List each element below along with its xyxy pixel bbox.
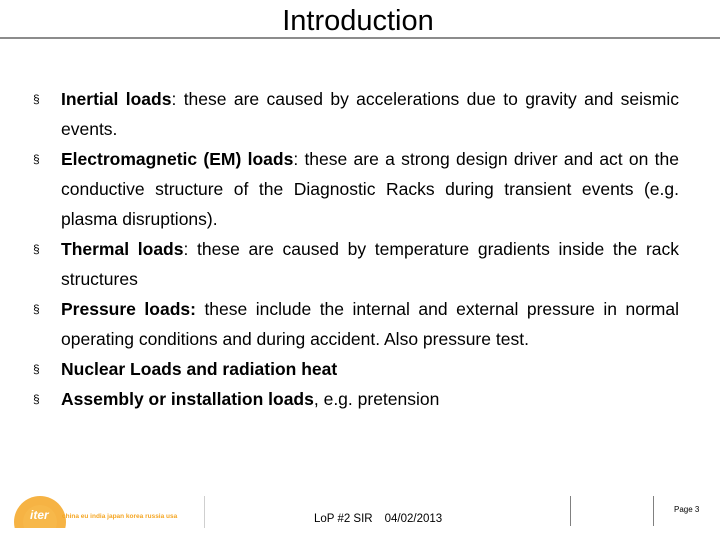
bullet-text: : these are caused by temperature gradients inside the rack structures: [61, 239, 680, 289]
footer-divider: [570, 496, 571, 526]
page-number: Page 3: [674, 505, 700, 514]
bullet-list: [33, 84, 679, 414]
bullet-item-electromagnetic: [33, 144, 679, 234]
bullet-item-thermal: [33, 234, 679, 294]
logo-tagline: china eu india japan korea russia usa: [62, 513, 178, 520]
bullet-term: Nuclear Loads and radiation heat: [61, 359, 338, 379]
bullet-square-icon: §: [33, 362, 40, 376]
bullet-term: Assembly or installation loads: [61, 389, 314, 409]
bullet-text: : these are caused by accelerations due to gravity and seismic events.: [61, 89, 680, 139]
bullet-square-icon: §: [33, 152, 40, 166]
bullet-square-icon: §: [33, 242, 40, 256]
bullet-term: Pressure loads:: [61, 299, 196, 319]
iter-logo: [0, 494, 204, 528]
slide-title: Introduction: [282, 5, 434, 37]
bullet-square-icon: §: [33, 302, 40, 316]
bullet-term: Inertial loads: [61, 89, 172, 109]
footer-divider: [653, 496, 654, 526]
bullet-item-inertial: [33, 84, 679, 144]
logo-wordmark: iter: [30, 508, 49, 522]
bullet-text: these include the internal and external pressure in normal operating conditions and during accident. Also pressure test.: [61, 299, 680, 349]
doc-date: 04/02/2013: [384, 513, 443, 525]
bullet-text: , e.g. pretension: [313, 389, 440, 409]
doc-reference: LoP #2 SIR: [314, 513, 373, 525]
bullet-square-icon: §: [33, 92, 40, 106]
bullet-term: Electromagnetic (EM) loads: [61, 149, 294, 169]
bullet-item-pressure: [33, 294, 679, 354]
bullet-text: : these are a strong design driver and act on the conductive structure of the Diagnostic Racks during transient events (e.g. plasma disruptions).: [61, 149, 679, 229]
bullet-term: Thermal loads: [61, 239, 184, 259]
footer-info: [314, 512, 454, 526]
title-underline: [0, 37, 720, 39]
bullet-item-assembly: [33, 384, 679, 414]
bullet-square-icon: §: [33, 392, 40, 406]
bullet-item-nuclear: [33, 354, 679, 384]
footer-divider: [204, 496, 205, 528]
